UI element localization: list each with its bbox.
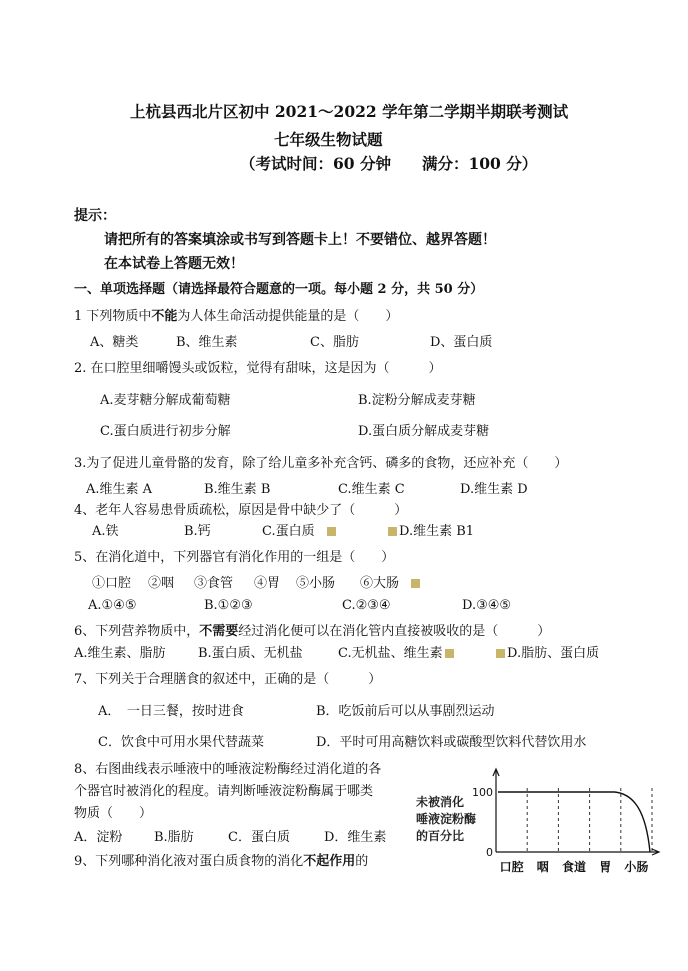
highlight-marker-icon xyxy=(327,527,336,536)
q5-organ-6 xyxy=(360,572,422,591)
chart-ytick-label: 0 xyxy=(486,846,493,859)
chart-xticks xyxy=(500,859,649,874)
q6-option-d-label: D.脂肪、蛋白质 xyxy=(507,646,600,661)
q7-option-a: A． 一日三餐，按时进食 xyxy=(98,704,244,719)
q5-organ-2: ②咽 xyxy=(148,576,175,591)
chart-ylabel-line: 未被消化 xyxy=(416,795,465,809)
q5-option-b: B.①②③ xyxy=(204,598,253,613)
exam-subtitle: 七年级生物试题 xyxy=(274,130,383,149)
question-4: 4、老年人容易患骨质疏松，原因是骨中缺少了（ ） xyxy=(74,503,408,518)
tips-line-1: 请把所有的答案填涂或书写到答题卡上！不要错位、越界答题！ xyxy=(104,232,496,248)
question-9-post: 的 xyxy=(355,854,369,869)
tips-label: 提示： xyxy=(74,208,116,224)
section-title: 一、单项选择题（请选择最符合题意的一项。每小题 2 分，共 50 分） xyxy=(74,282,484,297)
question-1 xyxy=(74,305,398,324)
chart-axes xyxy=(493,769,659,855)
q7-option-b: B．吃饭前后可以从事剧烈运动 xyxy=(316,704,495,719)
question-7: 7、下列关于合理膳食的叙述中，正确的是（ ） xyxy=(74,672,382,687)
q6-option-b: B.蛋白质、无机盐 xyxy=(198,646,303,661)
chart-ylabel xyxy=(416,794,476,843)
chart-xtick-label: 食道 xyxy=(561,860,587,874)
question-9 xyxy=(74,850,368,869)
question-6-post: 经过消化便可以在消化管内直接被吸收的是（ ） xyxy=(238,624,551,639)
tips-line-2: 在本试卷上答题无效！ xyxy=(104,256,244,272)
q8-option-a: A．淀粉 xyxy=(74,830,123,845)
q8-option-c: C．蛋白质 xyxy=(228,830,290,845)
q3-option-c: C.维生素 C xyxy=(338,482,405,497)
question-1-pre: 1 下列物质中 xyxy=(74,309,152,324)
question-8-line-1: 8、右图曲线表示唾液中的唾液淀粉酶经过消化道的各 xyxy=(74,762,382,777)
question-8-line-2: 个器官时被消化的程度。请判断唾液淀粉酶属于哪类 xyxy=(74,784,374,799)
exam-info: （考试时间：60 分钟 满分：100 分） xyxy=(240,154,538,173)
question-6-key: 不需要 xyxy=(199,624,239,639)
q5-organ-1: ①口腔 xyxy=(92,576,132,591)
highlight-marker-icon xyxy=(411,579,420,588)
q5-option-c: C.②③④ xyxy=(342,598,391,613)
question-9-pre: 9、下列哪种消化液对蛋白质食物的消化 xyxy=(74,854,304,869)
exam-title: 上杭县西北片区初中 2021～2022 学年第二学期半期联考测试 xyxy=(130,102,569,121)
q5-organ-5: ⑤小肠 xyxy=(296,576,336,591)
chart-ytick-label: 100 xyxy=(472,786,493,799)
highlight-marker-icon xyxy=(496,649,505,658)
q5-organ-3: ③食管 xyxy=(194,576,234,591)
q3-option-b: B.维生素 B xyxy=(204,482,271,497)
q6-option-c-label: C.无机盐、维生素 xyxy=(338,646,443,661)
chart-xtick-label: 胃 xyxy=(599,860,612,874)
question-5: 5、在消化道中，下列器官有消化作用的一组是（ ） xyxy=(74,550,395,565)
q4-option-d-label: D.维生素 B1 xyxy=(399,524,475,539)
chart-series xyxy=(498,792,650,852)
q2-option-c: C.蛋白质进行初步分解 xyxy=(100,424,231,439)
chart-series-line xyxy=(498,792,650,852)
q8-option-b: B.脂肪 xyxy=(154,830,194,845)
q2-option-d: D.蛋白质分解成麦芽糖 xyxy=(358,424,490,439)
q4-option-c-label: C.蛋白质 xyxy=(262,524,315,539)
q8-option-d: D．维生素 xyxy=(324,830,387,845)
q5-option-d: D.③④⑤ xyxy=(462,598,512,613)
question-1-post: 为人体生命活动提供能量的是（ ） xyxy=(177,309,399,324)
chart-xtick-label: 小肠 xyxy=(624,860,649,874)
q4-option-c xyxy=(262,520,338,539)
q4-option-d xyxy=(386,520,474,539)
q6-option-a: A.维生素、脂肪 xyxy=(74,646,166,661)
question-9-key: 不起作用 xyxy=(303,854,356,869)
q1-option-b: B、维生素 xyxy=(176,335,238,350)
q7-option-d: D．平时可用高糖饮料或碳酸型饮料代替饮用水 xyxy=(316,735,587,750)
digestion-chart xyxy=(412,766,662,878)
q5-organ-4: ④胃 xyxy=(254,576,281,591)
question-6 xyxy=(74,620,550,639)
chart-xtick-label: 口腔 xyxy=(499,860,524,874)
q5-organ-6-label: ⑥大肠 xyxy=(360,576,400,591)
q7-option-c: C．饮食中可用水果代替蔬菜 xyxy=(98,735,264,750)
q1-option-c: C、脂肪 xyxy=(310,335,359,350)
q4-option-a: A.铁 xyxy=(92,524,119,539)
q2-option-b: B.淀粉分解成麦芽糖 xyxy=(358,393,476,408)
q3-option-d: D.维生素 D xyxy=(460,482,528,497)
chart-xtick-label: 咽 xyxy=(536,860,549,874)
question-3: 3.为了促进儿童骨骼的发育，除了给儿童多补充含钙、磷多的食物，还应补充（ ） xyxy=(74,456,568,471)
question-8-line-3: 物质（ ） xyxy=(74,806,153,821)
q6-option-d xyxy=(494,642,599,661)
question-1-key: 不能 xyxy=(151,309,178,324)
chart-ylabel-line: 的百分比 xyxy=(416,829,465,843)
q4-option-b: B.钙 xyxy=(184,524,211,539)
highlight-marker-icon xyxy=(445,649,454,658)
question-2: 2. 在口腔里细嚼馒头或饭粒，觉得有甜味，这是因为（ ） xyxy=(74,361,442,376)
chart-grid xyxy=(527,788,652,852)
q5-option-a: A.①④⑤ xyxy=(88,598,137,613)
question-6-pre: 6、下列营养物质中， xyxy=(74,624,200,639)
q1-option-d: D、蛋白质 xyxy=(430,335,493,350)
chart-ylabel-line: 唾液淀粉酶 xyxy=(416,812,477,826)
q1-option-a: A、糖类 xyxy=(90,335,139,350)
q2-option-a: A.麦芽糖分解成葡萄糖 xyxy=(100,393,231,408)
q3-option-a: A.维生素 A xyxy=(86,482,153,497)
q6-option-c xyxy=(338,642,456,661)
highlight-marker-icon xyxy=(388,527,397,536)
